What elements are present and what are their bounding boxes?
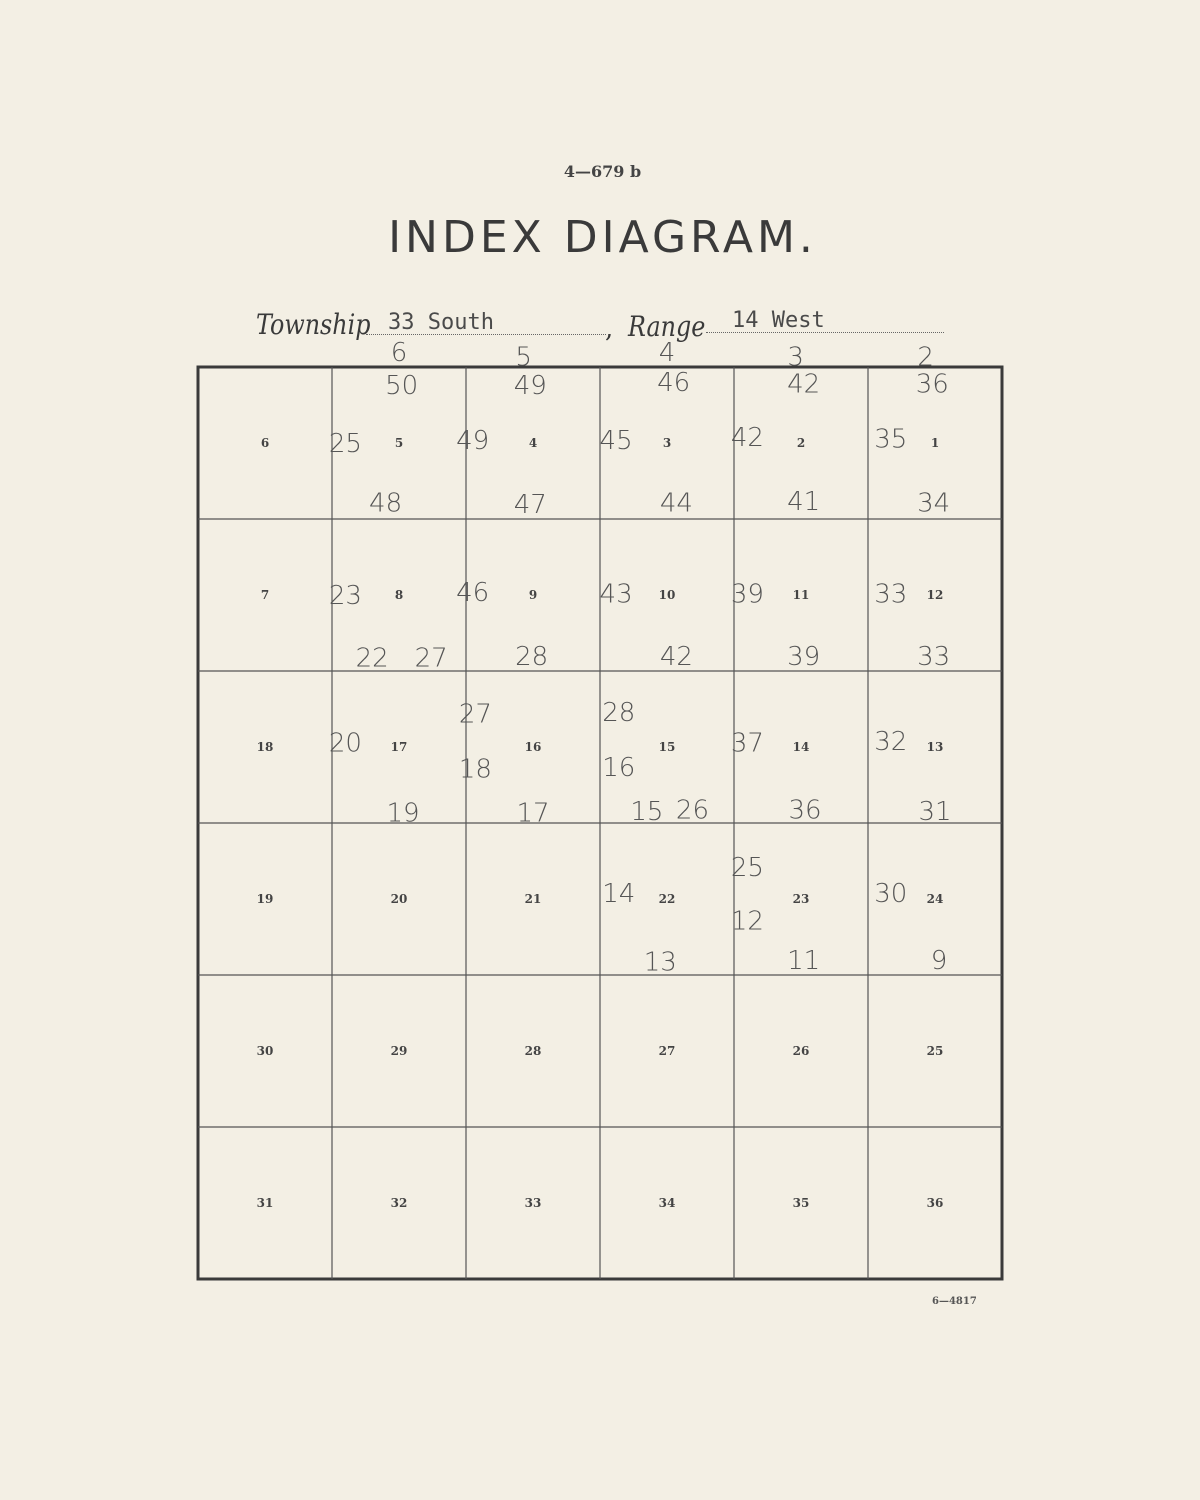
section-number: 25 [926, 1044, 944, 1058]
section-number: 24 [926, 892, 944, 906]
section-number: 21 [524, 892, 542, 906]
handwritten-note: 49 [456, 425, 490, 456]
handwritten-note: 6 [390, 337, 408, 368]
handwritten-note: 18 [458, 754, 492, 785]
section-number: 35 [792, 1196, 810, 1210]
handwritten-note: 4 [658, 337, 676, 368]
section-number: 36 [926, 1196, 944, 1210]
section-number: 16 [524, 740, 542, 754]
separator-comma: , [605, 314, 614, 344]
handwritten-note: 31 [918, 796, 952, 827]
handwritten-note: 16 [602, 752, 636, 783]
handwritten-note: 39 [730, 579, 764, 610]
section-number: 32 [390, 1196, 408, 1210]
handwritten-note: 44 [659, 488, 693, 519]
handwritten-note: 42 [787, 369, 821, 400]
section-number: 13 [926, 740, 944, 754]
handwritten-note: 32 [874, 726, 908, 757]
handwritten-note: 28 [602, 698, 636, 729]
handwritten-note: 33 [874, 579, 908, 610]
section-number: 34 [658, 1196, 676, 1210]
section-number: 4 [528, 436, 538, 450]
section-number: 1 [930, 436, 940, 450]
handwritten-note: 45 [599, 425, 633, 456]
handwritten-note: 36 [788, 795, 822, 826]
section-number: 9 [528, 588, 538, 602]
section-number: 29 [390, 1044, 408, 1058]
handwritten-note: 43 [599, 579, 633, 610]
handwritten-note: 23 [328, 581, 362, 611]
handwritten-note: 42 [659, 641, 693, 672]
township-value: 33 South [388, 310, 494, 335]
section-number: 11 [792, 588, 810, 602]
handwritten-note: 27 [458, 699, 492, 730]
township-label: Township [256, 308, 371, 341]
handwritten-note: 39 [787, 641, 821, 672]
handwritten-note: 47 [513, 489, 547, 520]
section-number: 27 [658, 1044, 676, 1058]
form-number: 4—679 b [563, 162, 642, 181]
handwritten-note: 34 [917, 488, 951, 519]
section-number: 17 [390, 740, 408, 754]
footer-code: 6—4817 [932, 1296, 977, 1307]
section-number: 18 [256, 740, 274, 754]
handwritten-note: 14 [602, 878, 636, 909]
handwritten-note: 30 [874, 878, 908, 909]
section-number: 31 [256, 1196, 274, 1210]
section-number: 20 [390, 892, 408, 906]
section-number: 2 [796, 436, 806, 450]
range-value: 14 West [732, 308, 825, 333]
section-number: 5 [394, 436, 404, 450]
handwritten-note: 25 [328, 429, 362, 459]
handwritten-note: 26 [675, 795, 710, 826]
handwritten-note: 28 [515, 641, 549, 672]
handwritten-note: 22 [355, 643, 389, 674]
handwritten-note: 19 [386, 798, 420, 829]
handwritten-note: 35 [874, 424, 908, 455]
section-number: 12 [926, 588, 944, 602]
section-number: 15 [658, 740, 676, 754]
handwritten-note: 2 [917, 342, 934, 373]
handwritten-note: 13 [643, 947, 677, 978]
section-number: 30 [256, 1044, 274, 1058]
section-number: 7 [260, 588, 270, 602]
handwritten-note: 12 [730, 906, 764, 937]
section-number: 6 [260, 436, 270, 450]
handwritten-note: 9 [930, 945, 948, 976]
handwritten-note: 36 [915, 369, 949, 400]
page-title: INDEX DIAGRAM. [388, 212, 817, 263]
handwritten-note: 15 [630, 796, 664, 827]
section-number: 23 [792, 892, 810, 906]
range-label: Range [628, 310, 706, 343]
section-number: 19 [256, 892, 274, 906]
handwritten-note: 3 [787, 342, 804, 373]
handwritten-note: 20 [328, 728, 362, 759]
handwritten-note: 46 [456, 577, 490, 608]
section-number: 28 [524, 1044, 542, 1058]
handwritten-note: 27 [414, 643, 448, 674]
handwritten-note: 48 [369, 488, 403, 519]
handwritten-note: 33 [917, 641, 951, 672]
handwritten-note: 37 [730, 728, 764, 759]
section-number: 10 [658, 588, 676, 602]
handwritten-note: 5 [515, 342, 532, 373]
handwritten-note: 41 [787, 486, 821, 517]
handwritten-note: 25 [730, 853, 764, 884]
section-number: 3 [662, 436, 672, 450]
section-number: 8 [394, 588, 404, 602]
section-number: 33 [524, 1196, 542, 1210]
handwritten-note: 46 [657, 368, 691, 399]
handwritten-note: 50 [385, 371, 419, 402]
handwritten-note: 49 [513, 371, 547, 402]
section-number: 22 [658, 892, 676, 906]
handwritten-note: 11 [787, 945, 821, 976]
section-number: 14 [792, 740, 810, 754]
section-number: 26 [792, 1044, 810, 1058]
handwritten-note: 17 [516, 798, 550, 829]
handwritten-note: 42 [730, 422, 764, 453]
